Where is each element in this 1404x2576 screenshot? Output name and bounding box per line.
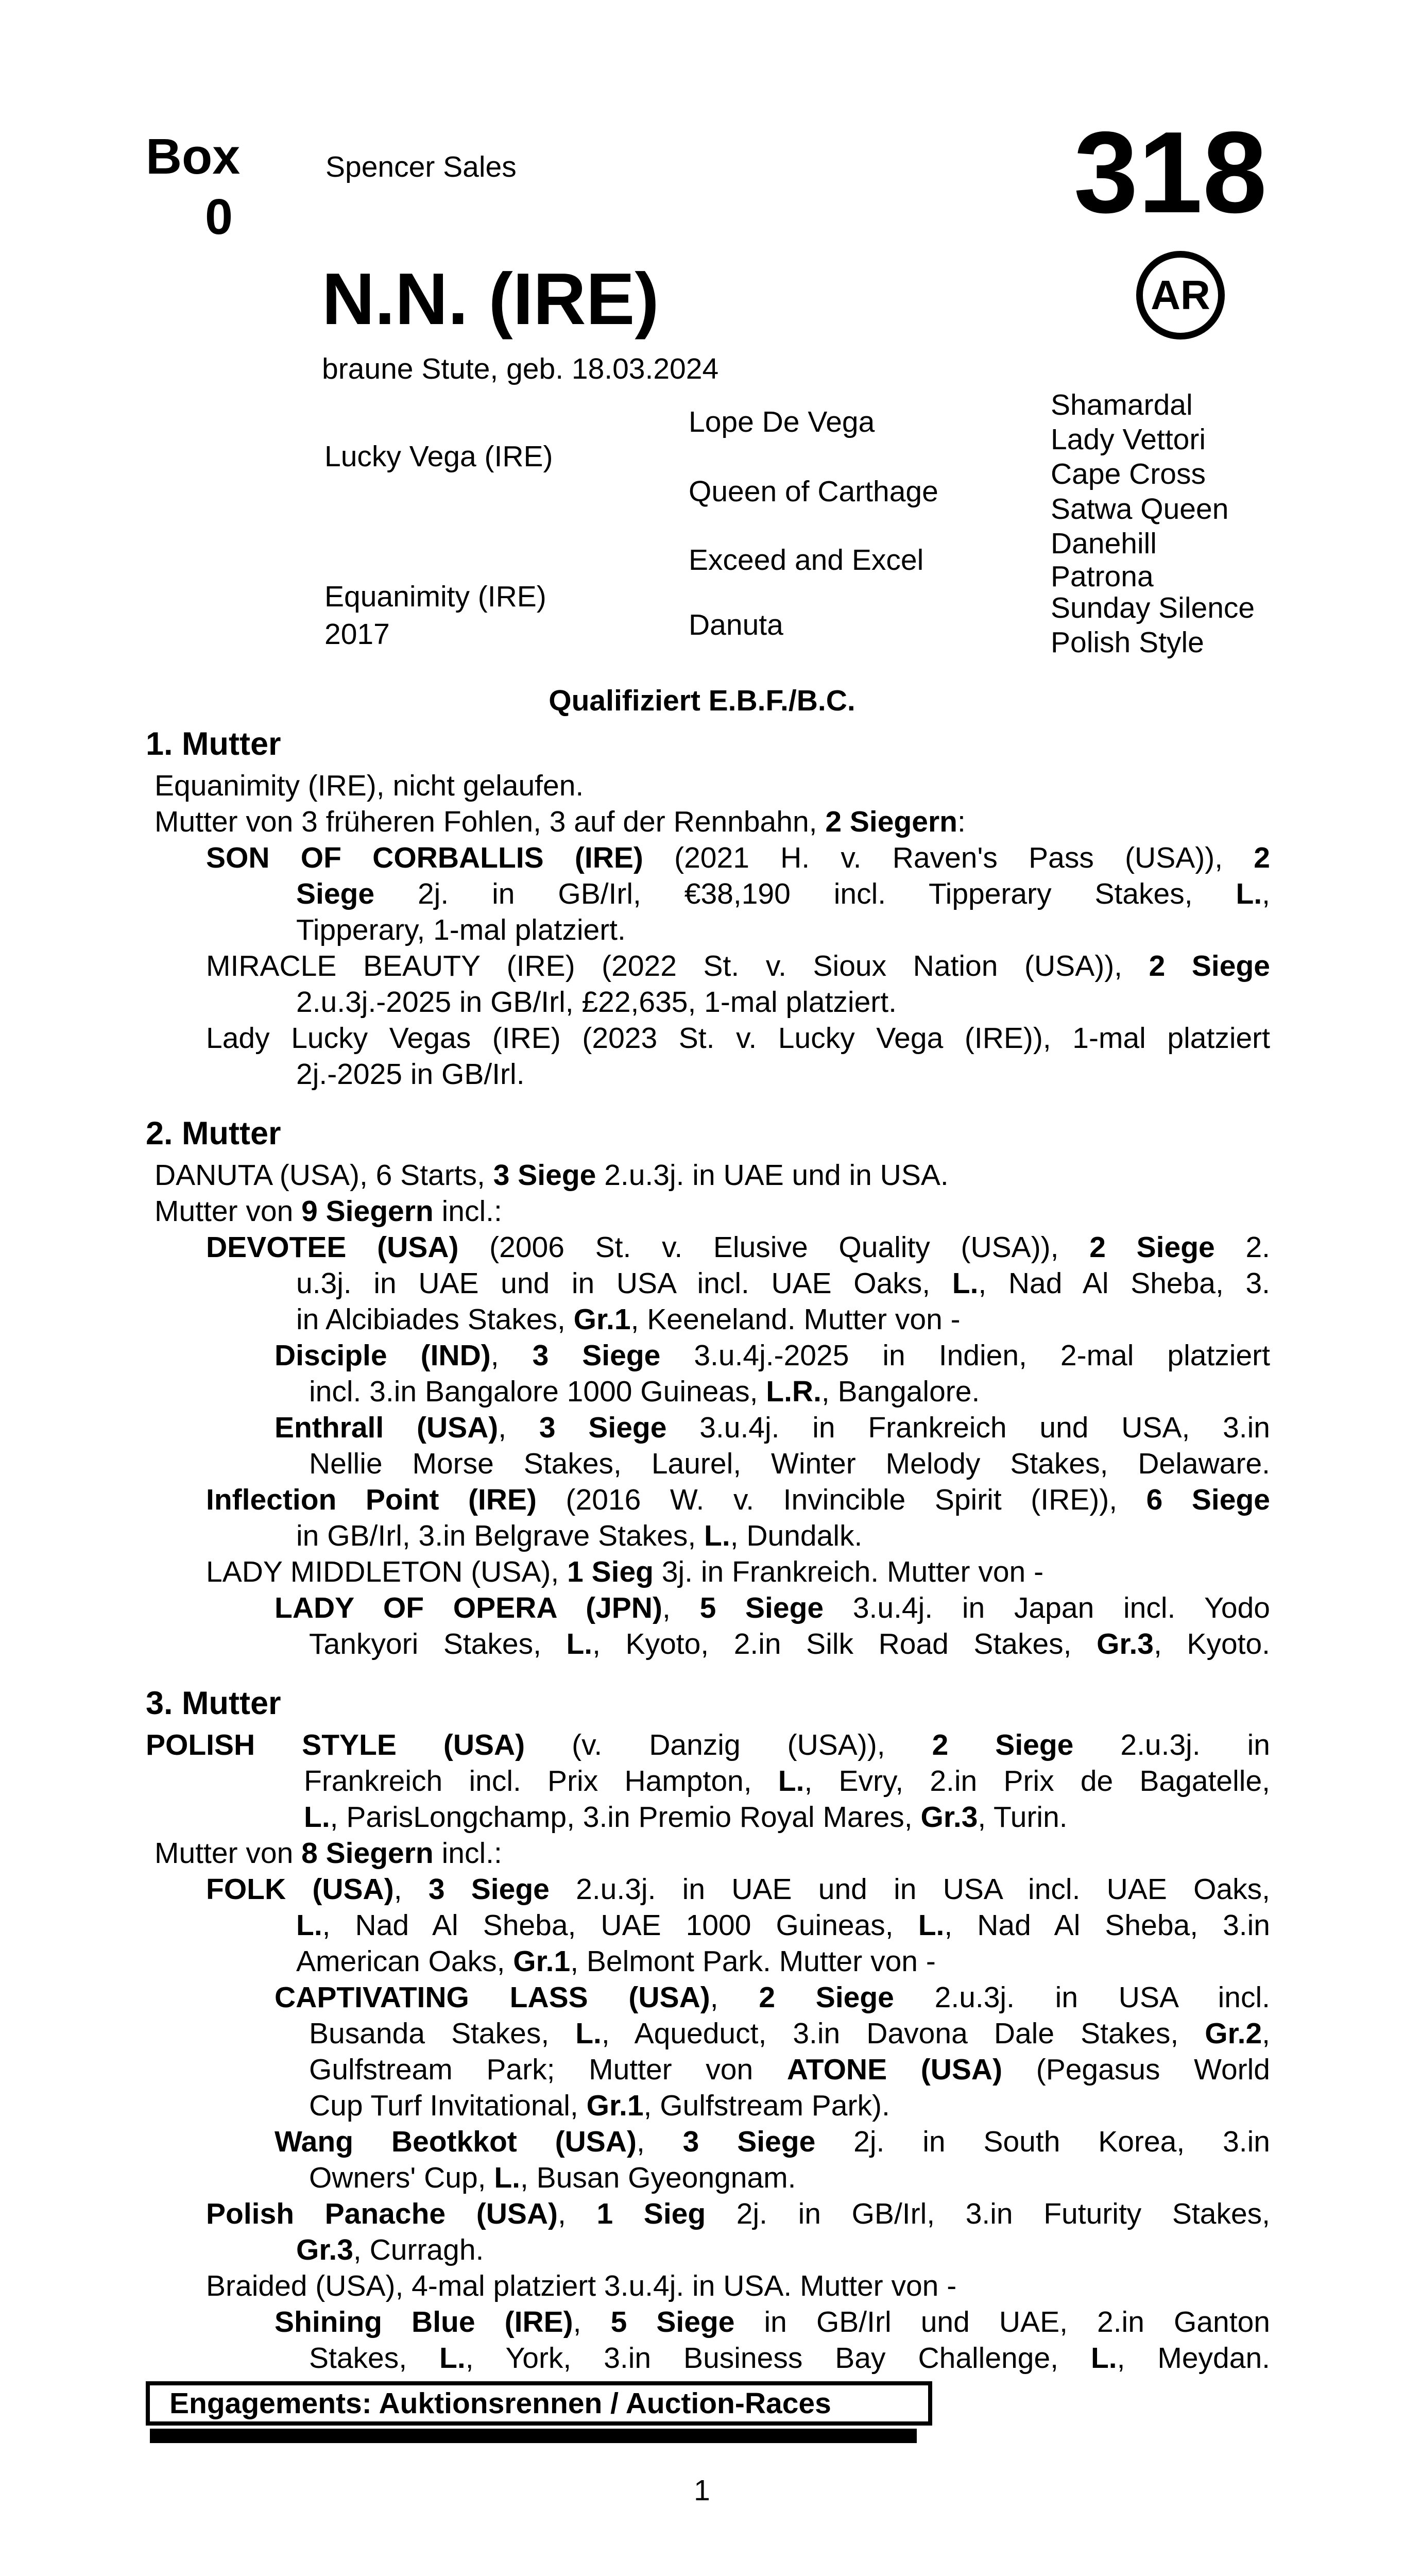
catalog-line: Tankyori Stakes, L., Kyoto, 2.in Silk Road Stakes, Gr.3, Kyoto. — [309, 1628, 1271, 1660]
catalog-line: u.3j. in UAE und in USA incl. UAE Oaks, L., Nad Al Sheba, 3. — [296, 1267, 1270, 1300]
catalog-line: Tipperary, 1-mal platziert. — [296, 913, 626, 946]
catalog-line: Frankreich incl. Prix Hampton, L., Evry, 2.in Prix de Bagatelle, — [304, 1765, 1270, 1798]
catalog-line: POLISH STYLE (USA) (v. Danzig (USA)), 2 Siege 2.u.3j. in — [146, 1728, 1271, 1761]
section-heading: 3. Mutter — [146, 1685, 281, 1721]
engagements-box-shadow — [150, 2429, 917, 2443]
catalog-line: LADY OF OPERA (JPN), 5 Siege 3.u.4j. in Japan incl. Yodo — [275, 1591, 1270, 1624]
catalog-line: Gulfstream Park; Mutter von ATONE (USA) (Pegasus World — [309, 2053, 1270, 2086]
consignor-name: Spencer Sales — [326, 150, 517, 183]
page-number: 1 — [694, 2474, 710, 2507]
catalog-line: Gr.3, Curragh. — [296, 2233, 484, 2266]
catalog-line: 2j.-2025 in GB/Irl. — [296, 1058, 525, 1091]
catalog-line: Enthrall (USA), 3 Siege 3.u.4j. in Frankreich und USA, 3.in — [275, 1411, 1270, 1444]
catalog-line: Lady Lucky Vegas (IRE) (2023 St. v. Lucky Vega (IRE)), 1-mal platziert — [206, 1022, 1270, 1055]
catalog-line: MIRACLE BEAUTY (IRE) (2022 St. v. Sioux Nation (USA)), 2 Siege — [206, 950, 1270, 982]
box-number: 0 — [205, 189, 233, 245]
section-heading: 2. Mutter — [146, 1115, 281, 1151]
catalog-line: Mutter von 3 früheren Fohlen, 3 auf der Rennbahn, 2 Siegern: — [155, 805, 966, 838]
pedigree-sire: Lucky Vega (IRE) — [324, 440, 553, 473]
catalog-line: L., Nad Al Sheba, UAE 1000 Guineas, L., Nad Al Sheba, 3.in — [296, 1909, 1271, 1942]
pedigree-gp: Satwa Queen — [1051, 493, 1229, 526]
lot-number: 318 — [1073, 107, 1267, 237]
catalog-line: Busanda Stakes, L., Aqueduct, 3.in Davona Dale Stakes, Gr.2, — [309, 2017, 1270, 2050]
catalog-line: American Oaks, Gr.1, Belmont Park. Mutter von - — [296, 1945, 936, 1978]
catalog-line: Owners' Cup, L., Busan Gyeongnam. — [309, 2161, 796, 2194]
catalog-line: Cup Turf Invitational, Gr.1, Gulfstream Park). — [309, 2089, 890, 2122]
catalog-line: Equanimity (IRE), nicht gelaufen. — [155, 769, 584, 802]
catalog-line: L., ParisLongchamp, 3.in Premio Royal Mares, Gr.3, Turin. — [304, 1801, 1068, 1834]
ar-badge-text: AR — [1151, 272, 1210, 318]
pedigree-gp: Sunday Silence — [1051, 591, 1255, 624]
catalog-line: FOLK (USA), 3 Siege 2.u.3j. in UAE und in USA incl. UAE Oaks, — [206, 1873, 1271, 1906]
catalog-line: DEVOTEE (USA) (2006 St. v. Elusive Quality (USA)), 2 Siege 2. — [206, 1231, 1271, 1264]
catalog-sections — [0, 723, 1404, 2376]
pedigree-gp: Danehill — [1051, 527, 1157, 560]
catalog-line: Braided (USA), 4-mal platziert 3.u.4j. in USA. Mutter von - — [206, 2269, 957, 2302]
catalog-line: Stakes, L., York, 3.in Business Bay Challenge, L., Meydan. — [309, 2342, 1270, 2375]
catalog-line: Siege 2j. in GB/Irl, €38,190 incl. Tipperary Stakes, L., — [296, 877, 1270, 910]
horse-subtitle: braune Stute, geb. 18.03.2024 — [322, 352, 719, 385]
pedigree-gp: Cape Cross — [1051, 457, 1206, 490]
pedigree-dam: Equanimity (IRE) — [324, 580, 546, 613]
pedigree-dam-year: 2017 — [324, 618, 390, 651]
section-heading: 1. Mutter — [146, 726, 281, 762]
pedigree-gp: Shamardal — [1051, 388, 1193, 421]
horse-title: N.N. (IRE) — [322, 258, 659, 340]
catalog-line: CAPTIVATING LASS (USA), 2 Siege 2.u.3j. in USA incl. — [275, 1981, 1270, 2014]
catalog-line: Wang Beotkkot (USA), 3 Siege 2j. in South Korea, 3.in — [275, 2125, 1270, 2158]
catalog-line: 2.u.3j.-2025 in GB/Irl, £22,635, 1-mal platziert. — [296, 986, 897, 1019]
engagements-box — [146, 2381, 932, 2426]
catalog-line: incl. 3.in Bangalore 1000 Guineas, L.R., Bangalore. — [309, 1375, 980, 1408]
pedigree-sire-sire: Lope De Vega — [689, 405, 875, 438]
catalog-line: Disciple (IND), 3 Siege 3.u.4j.-2025 in Indien, 2-mal platziert — [275, 1339, 1270, 1372]
ar-badge-icon — [1136, 251, 1225, 340]
catalog-line: Nellie Morse Stakes, Laurel, Winter Melody Stakes, Delaware. — [309, 1447, 1270, 1480]
catalog-line: in GB/Irl, 3.in Belgrave Stakes, L., Dundalk. — [296, 1519, 863, 1552]
pedigree-gp: Polish Style — [1051, 626, 1204, 659]
catalog-line: Polish Panache (USA), 1 Sieg 2j. in GB/Irl, 3.in Futurity Stakes, — [206, 2197, 1270, 2230]
pedigree-dam-dam: Danuta — [689, 608, 783, 641]
engagements-text: Engagements: Auktionsrennen / Auction-Races — [169, 2387, 831, 2420]
pedigree-gp: Lady Vettori — [1051, 423, 1206, 456]
pedigree-dam-sire: Exceed and Excel — [689, 544, 924, 577]
pedigree-sire-dam: Queen of Carthage — [689, 475, 938, 508]
catalog-line: Mutter von 8 Siegern incl.: — [155, 1837, 502, 1870]
box-label: Box — [146, 128, 241, 184]
catalog-line: SON OF CORBALLIS (IRE) (2021 H. v. Raven's Pass (USA)), 2 — [206, 841, 1270, 874]
catalog-line: DANUTA (USA), 6 Starts, 3 Siege 2.u.3j. in UAE und in USA. — [155, 1159, 949, 1192]
catalog-line: Shining Blue (IRE), 5 Siege in GB/Irl und UAE, 2.in Ganton — [275, 2306, 1270, 2338]
catalog-line: Mutter von 9 Siegern incl.: — [155, 1195, 502, 1228]
catalog-line: LADY MIDDLETON (USA), 1 Sieg 3j. in Frankreich. Mutter von - — [206, 1555, 1044, 1588]
pedigree-gp: Patrona — [1051, 560, 1154, 593]
catalog-line: in Alcibiades Stakes, Gr.1, Keeneland. Mutter von - — [296, 1303, 961, 1336]
catalog-line: Inflection Point (IRE) (2016 W. v. Invincible Spirit (IRE)), 6 Siege — [206, 1483, 1270, 1516]
qualification-line: Qualifiziert E.B.F./B.C. — [549, 684, 855, 717]
